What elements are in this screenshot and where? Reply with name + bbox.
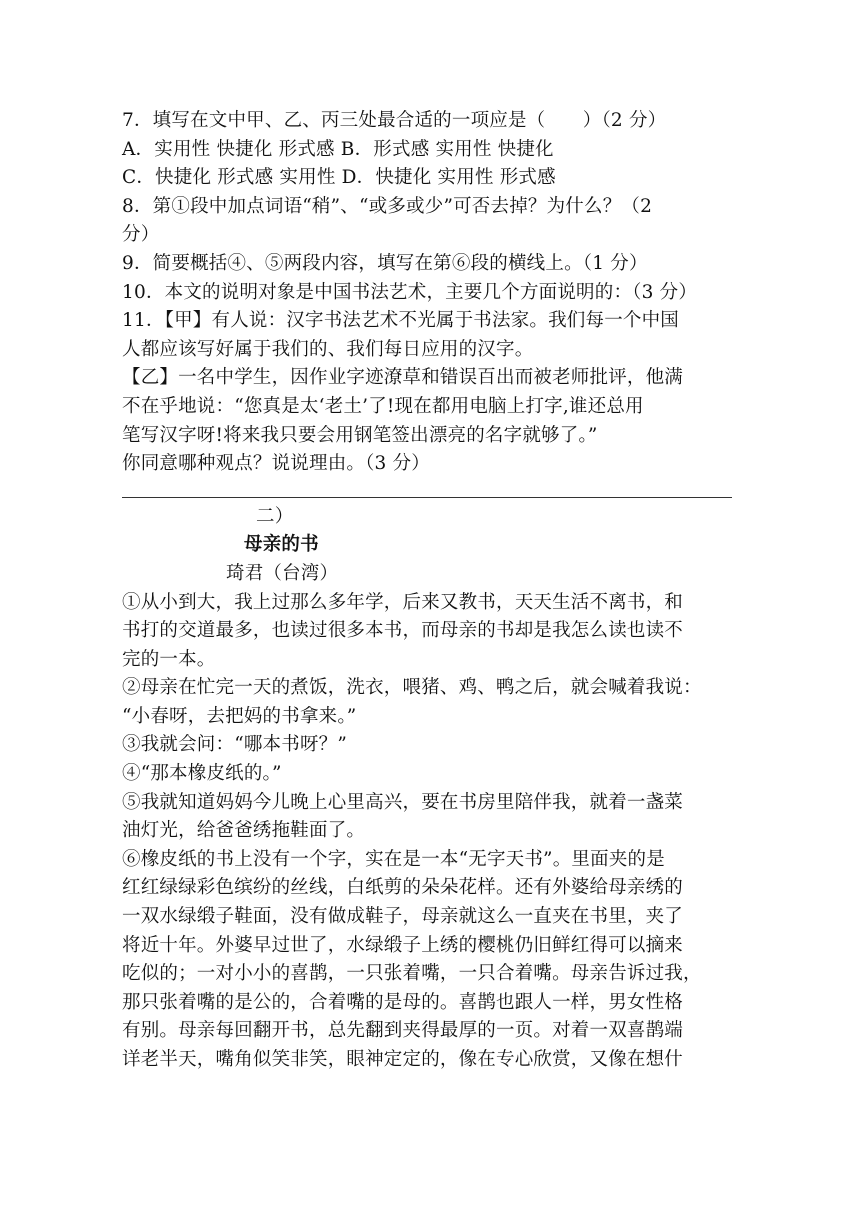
question-8: 8．第①段中加点词语“稍”、“或多或少”可否去掉？为什么？（2 [122,195,653,217]
passage-line: ①从小到大，我上过那么多年学，后来又教书，天天生活不离书，和 [122,591,684,613]
passage-block [122,589,732,1075]
passage-line: 一双水绿缎子鞋面，没有做成鞋子，母亲就这么一直夹在书里，夹了 [122,906,684,928]
passage-line: ②母亲在忙完一天的煮饭，洗衣，喂猪、鸡、鸭之后，就会喊着我说： [122,677,702,699]
passage-line: 有别。母亲每回翻开书，总先翻到夹得最厚的一页。对着一双喜鹊端 [122,1020,684,1042]
article-title: 母亲的书 [244,534,319,556]
question-11-continued: 人都应该写好属于我们的、我们每日应用的汉字。 [122,338,534,360]
passage-line: ④“那本橡皮纸的。” [122,763,282,785]
question-9: 9．简要概括④、⑤两段内容，填写在第⑥段的横线上。（1 分） [122,252,648,274]
document-page [122,107,732,1075]
passage-line: 详老半天，嘴角似笑非笑，眼神定定的，像在专心欣赏，又像在想什 [122,1049,684,1070]
question-7-options-cd: C．快捷化 形式感 实用性 D．快捷化 实用性 形式感 [122,167,556,189]
section-divider [122,497,732,498]
passage-line: 那只张着嘴的是公的，合着嘴的是母的。喜鹊也跟人一样，男女性格 [122,991,684,1013]
section-label: 二） [256,505,294,527]
questions-block [122,107,732,479]
question-7: 7．填写在文中甲、乙、丙三处最合适的一项应是（ ）（2 分） [122,110,667,131]
question-11: 11．【甲】有人说：汉字书法艺术不光属于书法家。我们每一个中国 [122,310,679,332]
passage-line: 完的一本。 [122,648,216,670]
passage-line: ⑤我就知道妈妈今儿晚上心里高兴，要在书房里陪伴我，就着一盏菜 [122,791,684,813]
passage-line: ⑥橡皮纸的书上没有一个字，实在是一本“无字天书”。里面夹的是 [122,848,665,870]
passage-line: 红红绿绿彩色缤纷的丝线，白纸剪的朵朵花样。还有外婆给母亲绣的 [122,877,684,899]
passage-line: 将近十年。外婆早过世了，水绿缎子上绣的樱桃仍旧鲜红得可以摘来 [122,934,684,956]
question-8-continued: 分） [122,224,160,246]
question-7-options-ab: A．实用性 快捷化 形式感 B．形式感 实用性 快捷化 [122,138,554,160]
question-11-prompt: 你同意哪种观点？说说理由。（3 分） [122,453,431,475]
section-header [122,503,732,589]
passage-line: 吃似的；一对小小的喜鹊，一只张着嘴，一只合着嘴。母亲告诉过我， [122,963,702,985]
question-11-viewpoint-b-continued: 不在乎地说：“您真是太‘老土’了!现在都用电脑上打字,谁还总用 [122,395,644,417]
question-11-viewpoint-b-end: 笔写汉字呀!将来我只要会用钢笔签出漂亮的名字就够了。” [122,424,598,446]
question-10: 10．本文的说明对象是中国书法艺术，主要几个方面说明的：（3 分） [122,281,698,303]
passage-line: 书打的交道最多，也读过很多本书，而母亲的书却是我怎么读也读不 [122,620,684,642]
passage-line: ③我就会问：“哪本书呀？” [122,734,348,756]
passage-line: 油灯光，给爸爸绣拖鞋面了。 [122,820,366,842]
article-author: 琦君（台湾） [226,562,339,584]
passage-line: “小春呀，去把妈的书拿来。” [122,705,357,727]
question-11-viewpoint-b: 【乙】一名中学生，因作业字迹潦草和错误百出而被老师批评，他满 [122,367,684,389]
